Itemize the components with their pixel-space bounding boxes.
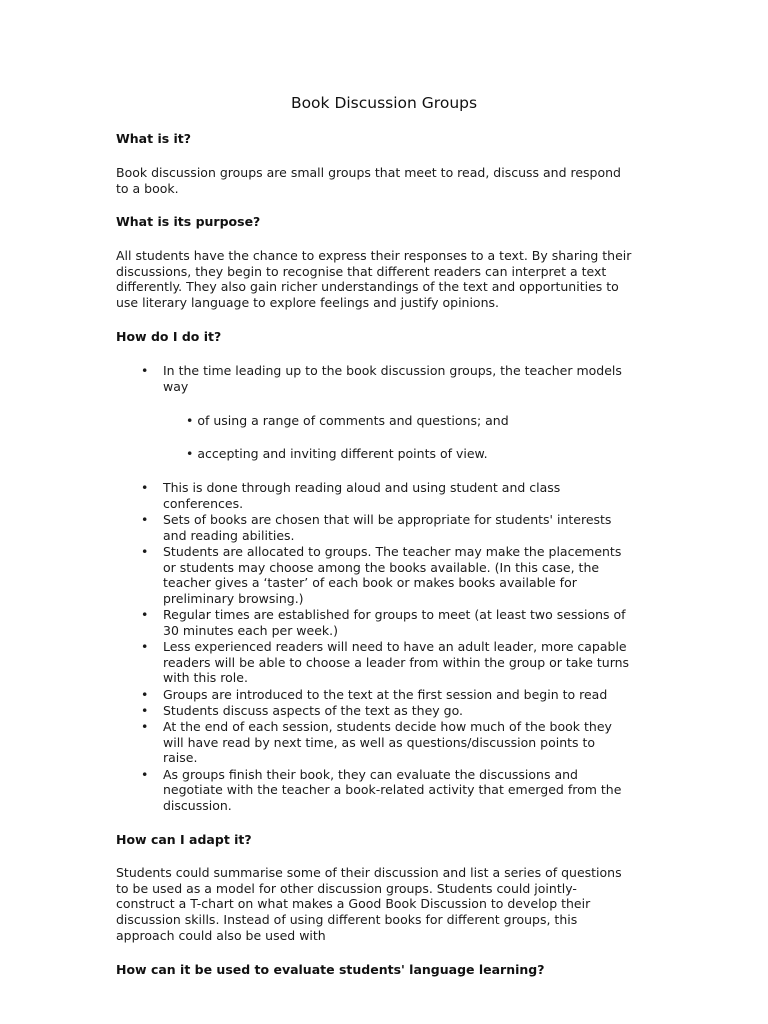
paragraph-line: discussion skills. Instead of using different books for different groups, this xyxy=(116,912,578,928)
list-item-text xyxy=(163,363,622,394)
list-item-line: and reading abilities. xyxy=(163,527,295,543)
list-item-line: Regular times are established for groups to meet (at least two sessions of xyxy=(163,607,626,623)
list-item-line: discussion. xyxy=(163,798,232,813)
list-item-text xyxy=(163,703,463,719)
sub-list-item: • accepting and inviting different points of view. xyxy=(186,446,488,461)
list-item-line: teacher gives a ‘taster’ of each book or makes books available for xyxy=(163,575,577,591)
paragraph-line: discussions, they begin to recognise that different readers can interpret a text xyxy=(116,263,607,279)
list-item-line: Sets of books are chosen that will be appropriate for students' interests xyxy=(163,511,612,527)
list-item-text xyxy=(163,687,607,703)
paragraph-line: approach could also be used with xyxy=(116,927,326,943)
heading-evaluate: How can it be used to evaluate students' language learning? xyxy=(116,962,545,977)
paragraph-line: All students have the chance to express their responses to a text. By sharing their xyxy=(116,248,632,263)
document-title: Book Discussion Groups xyxy=(290,94,478,112)
bullet-marker: • xyxy=(141,766,149,782)
list-item-text xyxy=(163,480,560,511)
paragraph-line: use literary language to explore feelings and justify opinions. xyxy=(116,295,499,311)
bullet-marker: • xyxy=(141,480,149,495)
heading-purpose: What is its purpose? xyxy=(116,214,261,229)
list-item-line: Students discuss aspects of the text as they go. xyxy=(163,702,463,718)
list-item-line: way xyxy=(163,378,189,394)
list-item-line: conferences. xyxy=(163,495,244,511)
bullet-marker: • xyxy=(141,639,149,654)
paragraph-line: to be used as a model for other discussion groups. Students could jointly- xyxy=(116,880,577,896)
list-item-line: will have read by next time, as well as questions/discussion points to xyxy=(163,734,596,750)
heading-how-do-i-do-it: How do I do it? xyxy=(116,329,222,344)
list-item-text xyxy=(163,544,621,607)
list-item-text xyxy=(163,767,621,814)
list-item-text xyxy=(163,639,629,686)
list-item-line: preliminary browsing.) xyxy=(163,590,304,606)
bullet-marker: • xyxy=(141,543,149,559)
list-item-line: raise. xyxy=(163,750,198,766)
list-item-line: negotiate with the teacher a book-related activity that emerged from the xyxy=(163,782,622,798)
list-item-line: 30 minutes each per week.) xyxy=(163,622,338,638)
sub-list-item: • of using a range of comments and questions; and xyxy=(186,413,509,428)
paragraph-what-is-it xyxy=(116,165,621,196)
list-item-line: As groups finish their book, they can evaluate the discussions and xyxy=(163,766,578,782)
bullet-marker: • xyxy=(141,686,149,702)
list-item-line: At the end of each session, students decide how much of the book they xyxy=(163,719,612,734)
list-item-line: Students are allocated to groups. The teacher may make the placements xyxy=(163,543,622,559)
list-item-line: with this role. xyxy=(163,670,248,686)
paragraph-line: construct a T-chart on what makes a Good Book Discussion to develop their xyxy=(116,896,591,912)
list-item-line: In the time leading up to the book discussion groups, the teacher models xyxy=(163,363,622,378)
list-item-line: This is done through reading aloud and using student and class xyxy=(163,480,561,495)
paragraph-line: to a book. xyxy=(116,180,179,196)
paragraph-line: Students could summarise some of their discussion and list a series of questions xyxy=(116,865,622,880)
list-item-line: readers will be able to choose a leader from within the group or take turns xyxy=(163,654,630,670)
paragraph-adapt xyxy=(116,865,622,944)
bullet-marker: • xyxy=(141,702,149,718)
list-item-text xyxy=(163,607,626,638)
bullet-marker: • xyxy=(141,363,149,378)
list-item-text xyxy=(163,719,612,766)
paragraph-line: Book discussion groups are small groups that meet to read, discuss and respond xyxy=(116,165,621,180)
bullet-marker: • xyxy=(141,607,149,623)
paragraph-line: differently. They also gain richer understandings of the text and opportunities to xyxy=(116,279,619,295)
heading-what-is-it: What is it? xyxy=(116,131,192,146)
bullet-marker: • xyxy=(141,511,149,527)
list-item-line: or students may choose among the books available. (In this case, the xyxy=(163,559,600,575)
paragraph-purpose xyxy=(116,248,631,311)
list-item-line: Less experienced readers will need to have an adult leader, more capable xyxy=(163,639,627,654)
list-item-line: Groups are introduced to the text at the first session and begin to read xyxy=(163,686,608,702)
list-item-text xyxy=(163,512,611,543)
heading-adapt: How can I adapt it? xyxy=(116,832,252,847)
bullet-marker: • xyxy=(141,719,149,734)
